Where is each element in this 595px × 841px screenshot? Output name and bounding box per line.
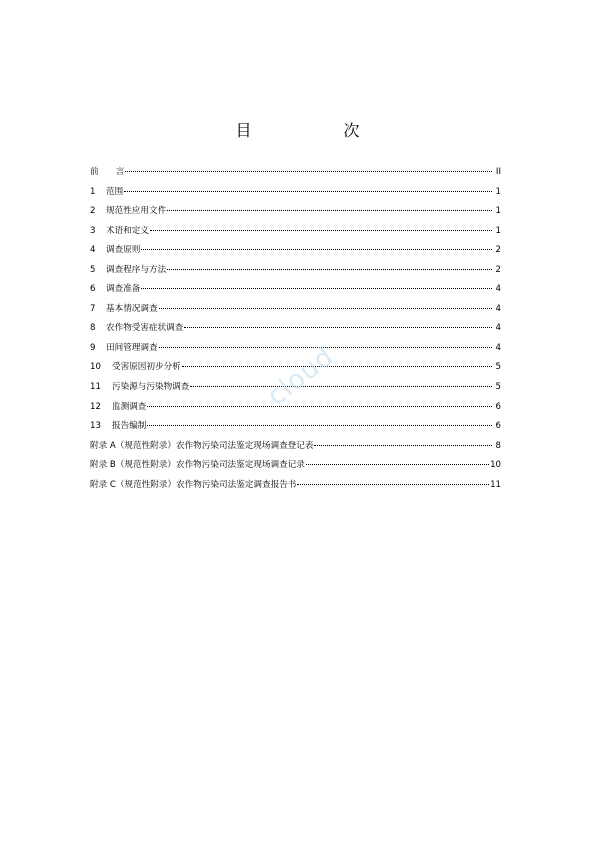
page-title: 目 次 (235, 121, 380, 140)
toc-leader (297, 484, 489, 485)
toc-entry[interactable] (90, 185, 501, 205)
toc-entry-page: 4 (495, 284, 501, 295)
toc-entry[interactable] (90, 341, 501, 361)
toc-entry-number: 9 (90, 342, 96, 353)
toc-entry-page: II (495, 167, 501, 177)
toc-entry-number: 7 (90, 303, 96, 314)
toc-leader (125, 171, 492, 172)
toc-entry-page: 5 (495, 362, 501, 373)
toc-leader (159, 308, 492, 309)
toc-entry-number: 6 (90, 284, 96, 295)
toc-entry-label: 基本情况调查 (106, 303, 158, 314)
toc-entry-page: 2 (495, 245, 501, 256)
toc-entry-label: 前 言 (90, 167, 125, 177)
toc-entry-number: 13 (90, 421, 101, 432)
toc-entry[interactable] (90, 282, 501, 302)
toc-entry-page: 2 (495, 264, 501, 275)
toc-entry-page: 6 (495, 421, 501, 432)
toc-entry-number: 5 (90, 264, 96, 275)
toc-entry-page: 8 (495, 440, 501, 451)
toc-entry-label: 调查程序与方法 (106, 264, 167, 275)
toc-entry-page: 11 (490, 479, 501, 490)
toc-leader (184, 327, 492, 328)
toc-entry-label: 附录 C（规范性附录）农作物污染司法鉴定调查报告书 (90, 479, 297, 490)
toc-entry-label: 调查准备 (106, 284, 141, 295)
toc-leader (141, 249, 492, 250)
toc-entry-label: 监测调查 (112, 401, 147, 412)
toc-entry-label: 范围 (106, 186, 124, 197)
toc-entry-label: 受害原因初步分析 (112, 362, 181, 373)
toc-entry-number: 1 (90, 186, 96, 197)
toc-entry[interactable] (90, 321, 501, 341)
toc-leader (306, 464, 489, 465)
toc-entry-label: 附录 B（规范性附录）农作物污染司法鉴定现场调查记录 (90, 460, 305, 471)
toc-entry[interactable] (90, 204, 501, 224)
toc-leader (167, 210, 492, 211)
toc-entry-label: 调查原则 (106, 245, 141, 256)
toc-entry-page: 1 (495, 186, 501, 197)
toc-entry-label: 农作物受害症状调查 (106, 323, 184, 334)
toc-leader (190, 386, 492, 387)
toc-entry-page: 4 (495, 303, 501, 314)
toc-leader (147, 406, 492, 407)
toc-leader (141, 288, 492, 289)
toc-entry-label: 术语和定义 (106, 225, 149, 236)
toc-entry-label: 田间管理调查 (106, 342, 158, 353)
toc-entry-page: 5 (495, 382, 501, 393)
toc-entry-label: 规范性应用文件 (106, 206, 167, 217)
toc-entry[interactable] (90, 419, 501, 439)
toc-entry-number: 10 (90, 362, 101, 373)
toc-entry-page: 6 (495, 401, 501, 412)
toc-entry[interactable] (90, 302, 501, 322)
toc-entry-page: 10 (490, 460, 501, 471)
toc-leader (124, 191, 492, 192)
toc-entry[interactable] (90, 400, 501, 420)
toc-entry-page: 1 (495, 225, 501, 236)
toc-entry-page: 4 (495, 323, 501, 334)
toc-entry[interactable] (90, 224, 501, 244)
toc-entry-number: 12 (90, 401, 101, 412)
toc-leader (167, 269, 492, 270)
toc-entry-number: 2 (90, 206, 96, 217)
toc-entry-number: 11 (90, 382, 101, 393)
toc-leader (150, 230, 492, 231)
watermark: cloud (262, 341, 340, 412)
toc-entry-label: 污染源与污染物调查 (112, 382, 190, 393)
toc-entry-label: 附录 A（规范性附录）农作物污染司法鉴定现场调查登记表 (90, 440, 314, 451)
toc-entry-number: 3 (90, 225, 96, 236)
toc-entry[interactable] (90, 263, 501, 283)
toc-entry-number: 8 (90, 323, 96, 334)
toc-leader (314, 445, 492, 446)
toc-entry-preface[interactable] (90, 165, 501, 185)
table-of-contents (90, 165, 501, 497)
toc-entry-appendix-b[interactable] (90, 458, 501, 478)
toc-entry-appendix-a[interactable] (90, 439, 501, 459)
toc-entry-appendix-c[interactable] (90, 478, 501, 498)
toc-entry-page: 1 (495, 206, 501, 217)
toc-entry-number: 4 (90, 245, 96, 256)
toc-entry-page: 4 (495, 342, 501, 353)
toc-entry-label: 报告编制 (112, 421, 147, 432)
toc-entry[interactable] (90, 243, 501, 263)
toc-leader (147, 425, 492, 426)
